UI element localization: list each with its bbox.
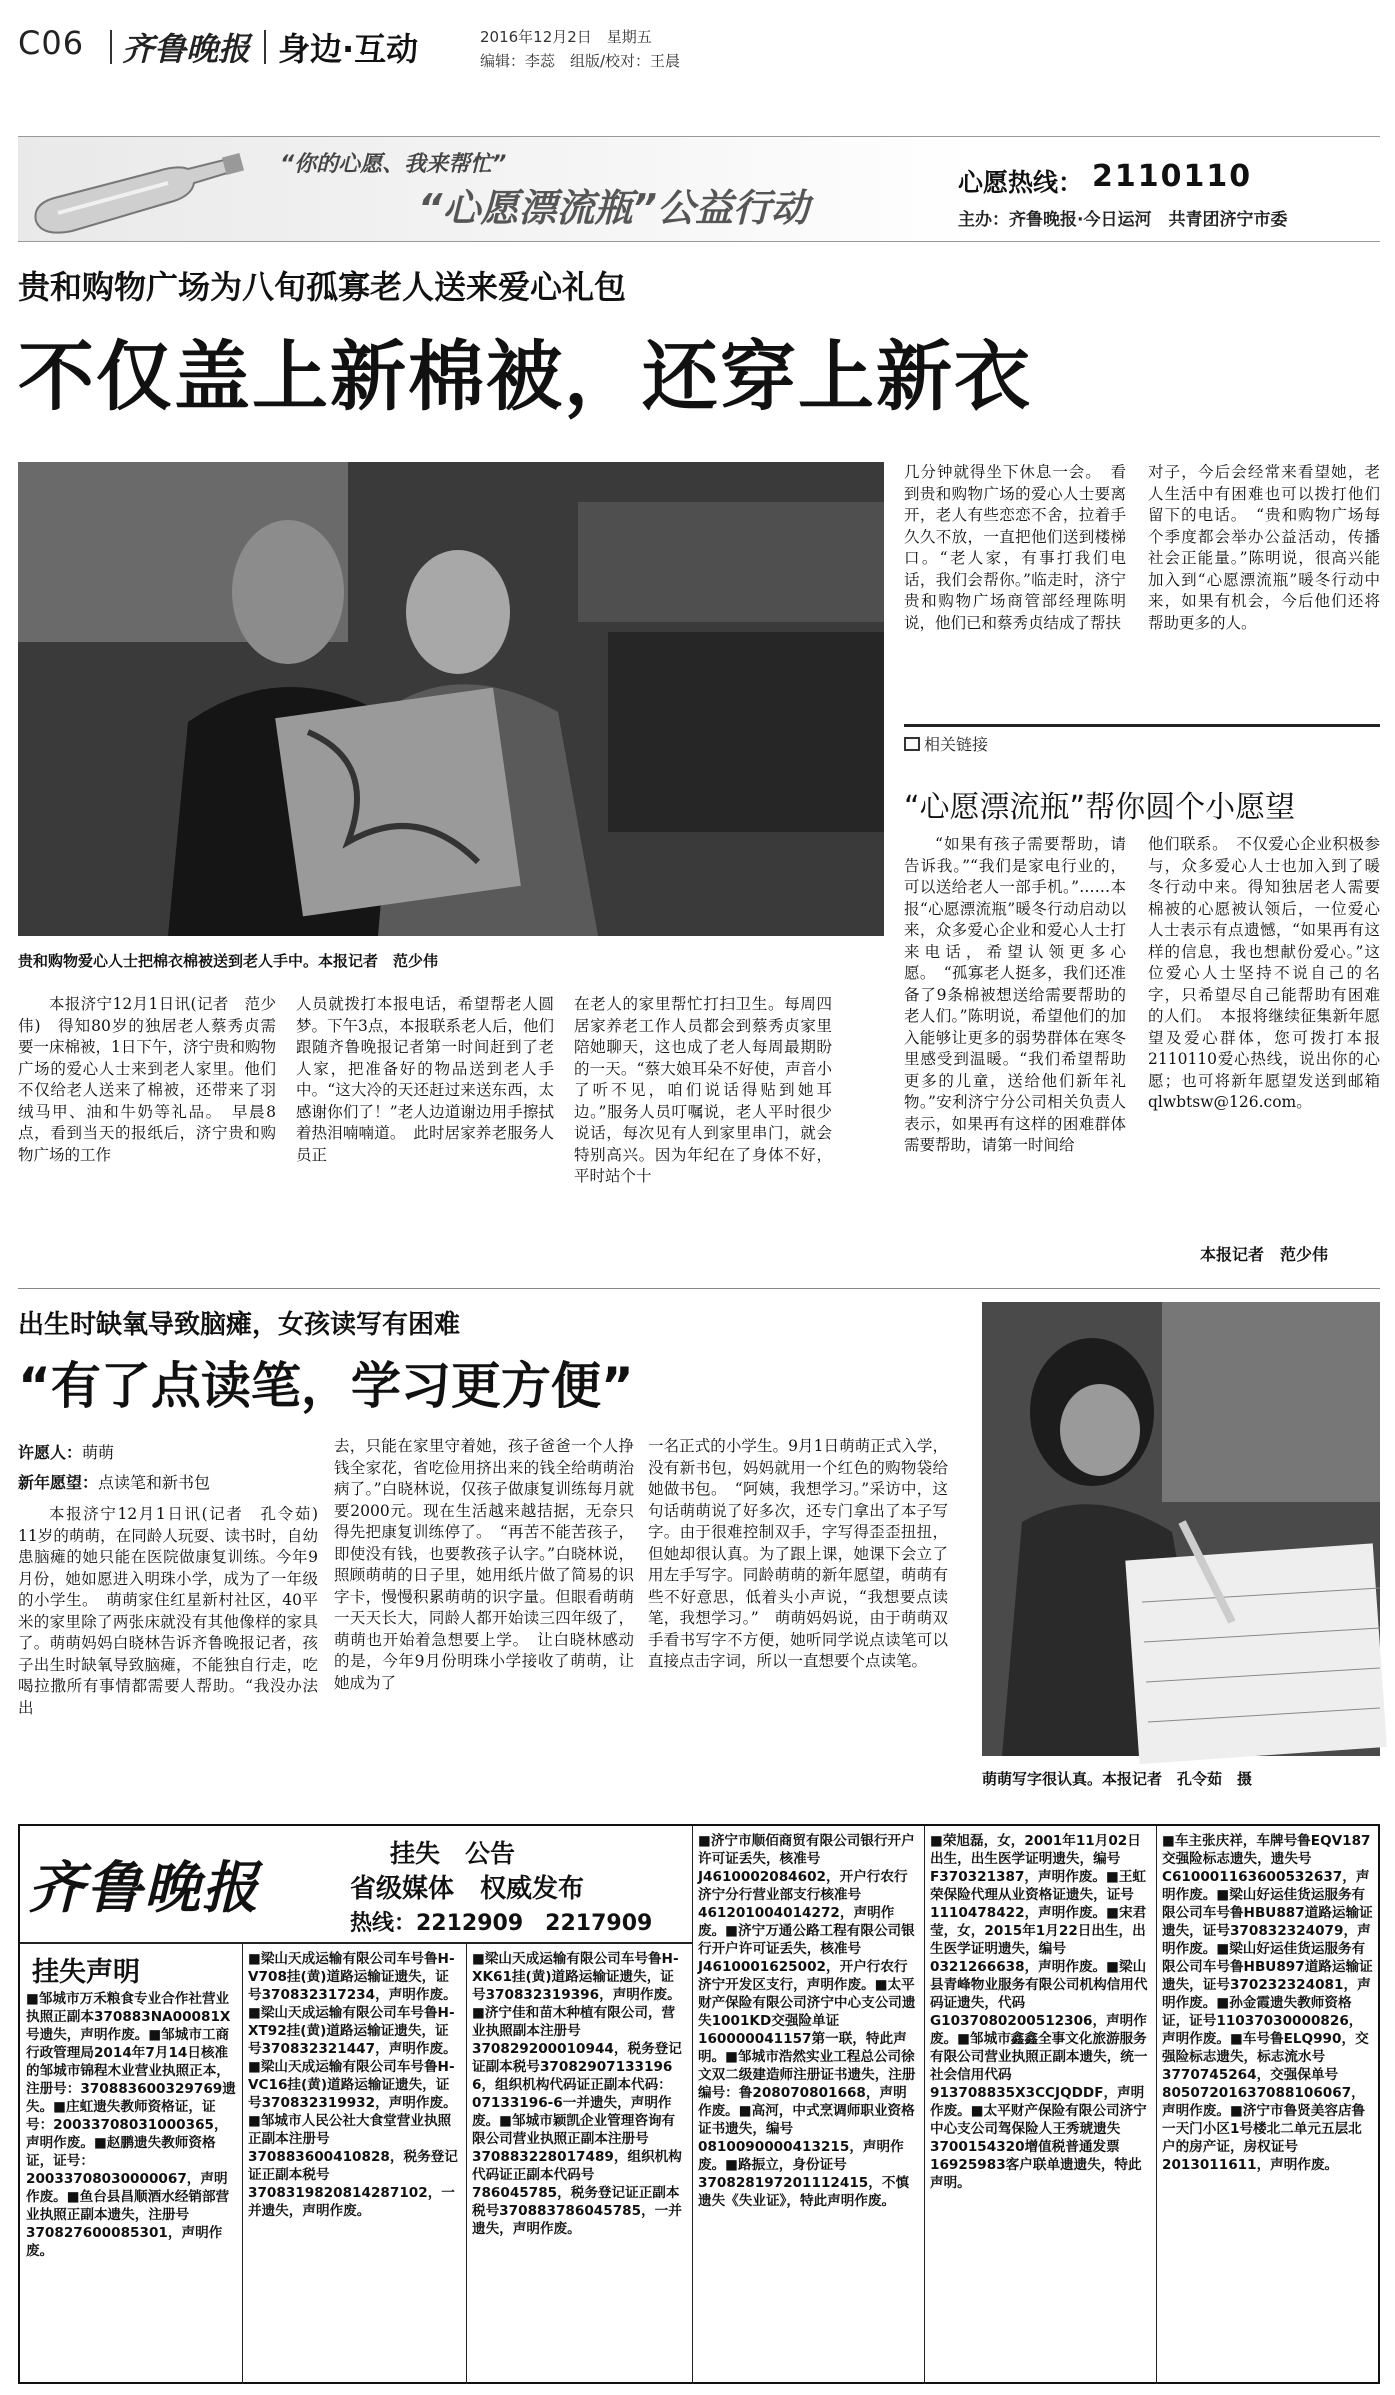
ad-divider [692,1826,693,2384]
sidebar-col-2 [1148,834,1380,1238]
ad-divider [466,1944,467,2384]
paragraph: 他们联系。 不仅爱心企业积极参与，众多爱心人士也加入到了暖冬行动中来。得知独居老人需要棉被的心愿被认领后，一位爱心人士表示有点遗憾，“如果再有这样的信息，我也想献份爱心。”这位爱心人士坚持不说自己的名字，只希望尽自己能帮助有困难的人们。 本报将继续征集新年愿望及爱心群体，您可拨打本报2110110爱心热线，说出你的心愿；也可将新年愿望发送到邮箱qlwbtsw@126.com。 [1148,835,1380,1111]
story2-photo [982,1302,1380,1756]
wish-text: 点读笔和新书包 [98,1473,211,1492]
banner-slogan: “你的心愿、我来帮忙” [280,152,507,177]
editors-line: 编辑：李蕊 组版/校对：王晨 [480,52,681,70]
section-rule [18,1288,1380,1289]
story2-col-1 [18,1504,334,1790]
sidebar-col-1 [904,834,1126,1282]
ad-label-1: 挂失 公告 [390,1839,516,1868]
ad-label-2: 省级媒体 权威发布 [350,1874,585,1904]
ad-col-2 [248,1950,460,2380]
notice-text: ■梁山天成运输有限公司车号鲁H-V708挂(黄)道路运输证遗失，证号370832317234，声明作废。■梁山天成运输有限公司车号鲁H-XT92挂(黄)道路运输证遗失，证号370832321447，声明作废。■梁山天成运输有限公司车号鲁H-VC16挂(黄)道路运输证遗失，证号370832319932，声明作废。■邹城市人民公社大食堂营业执照正副本注册号370883600410828，税务登记证正副本税号370831982081428710​2，一并遗失，声明作废。 [248,1951,458,2219]
ad-col-5 [930,1832,1150,2380]
paragraph: 本报济宁12月1日讯(记者 范少伟) 得知80岁的独居老人蔡秀贞需要一床棉被，1日下午，济宁贵和购物广场的爱心人士来到老人家里。他们不仅给老人送来了棉被，还带来了羽绒马甲、油和牛奶等礼品。 早晨8点，看到当天的报纸后，济宁贵和购物广场的工作 [18,995,276,1164]
tag-box-icon [904,737,920,751]
page-header [14,16,1382,76]
ad-logo: 齐鲁晚报 [28,1855,260,1921]
ad-divider [242,1944,243,2384]
wisher-line [18,1440,114,1463]
sidebar-tag [904,732,988,755]
paragraph: “如果有孩子需要帮助，请告诉我。”“我们是家电行业的，可以送给老人一部手机。”……本报“心愿漂流瓶”暖冬行动启动以来，众多爱心企业和爱心人士打来电话，希望认领更多心愿。 “孤寡老人挺多，我们还准备了9条棉被想送给需要帮助的老人们。”陈明说，希望他们的加入能够让更多的弱势群体在寒冬里感受到温暖。“我们希望帮助更多的儿童，送给他们新年礼物。”安利济宁分公司相关负责人表示，如果再有这样的困难群体需要帮助，请第一时间给 [904,835,1126,1154]
ad-section-title: 挂失声明 [32,1957,140,1988]
story1-col-3 [574,994,832,1264]
sidebar-byline: 本报记者 范少伟 [1200,1245,1329,1264]
story1-col-1 [18,994,276,1264]
paragraph: 在老人的家里帮忙打扫卫生。每周四居家养老工作人员都会到蔡秀贞家里陪她聊天，这也成了老人每周最期盼的一天。“蔡大娘耳朵不好使，声音小了听不见，咱们说话得贴到她耳边。”服务人员叮嘱说，老人平时很少说话，每次见有人到家里串门，就会特别高兴。因为年纪在了身体不好，平时站个十 [574,995,832,1185]
hotline-number: 2110110 [1092,159,1253,194]
story1-photo-caption: 贵和购物爱心人士把棉衣棉被送到老人手中。本报记者 范少伟 [18,952,439,970]
notice-text: ■荣旭磊，女，2001年11月02日出生，出生医学证明遗失，编号F370321387，声明作废。■王虹荣保险代理从业资格证遗失，证号1110478422，声明作废。■宋君莹，女，2015年1月22日出生，出生医学证明遗失，编号0321266638，声明作废。■梁山县青峰物业服务有限公司机构信用代码证遗失，代码G1037080200512306，声明作废。■邹城市鑫鑫全事文化旅游服务有限公司营业执照正副本遗失，统一社会信用代码913708835X3CCJQDDF，声明作废。■太平财产保险有限公司济宁中心支公司驾保险人王秀琥遗失3700154320增值税普通发票16925983客户联单遗遗失，特此声明。 [930,1833,1148,2191]
story2-col-2 [334,1436,634,1790]
paragraph: 去，只能在家里守着她，孩子爸爸一个人挣钱全家花，省吃俭用挤出来的钱全给萌萌治病了。”白晓林说，仅孩子做康复训练每月就要2000元。现在生活越来越拮据，无奈只得先把康复训练停了。 “再苦不能苦孩子，即使没有钱，也要教孩子认字。”白晓林说，照顾萌萌的日子里，她用纸片做了简易的识字卡，慢慢积累萌萌的识字量。但眼看萌萌一天天长大，同龄人都开始读三四年级了，萌萌也开始着急想要上学。 让白晓林感动的是，今年9月份明珠小学接收了萌萌，让她成为了 [334,1437,634,1692]
paragraph: 本报济宁12月1日讯(记者 孔令茹) 11岁的萌萌，在同龄人玩耍、读书时，自幼患脑瘫的她只能在医院做康复训练。今年9月份，她如愿进入明珠小学，成为了一年级的小学生。 萌萌家住红星新村社区，40平米的家里除了两张床就没有其他像样的家具了。萌萌妈妈白晓林告诉齐鲁晚报记者，孩子出生时缺氧导致脑瘫，不能独自行走，吃喝拉撒所有事情都需要人帮助。“我没办法出 [18,1505,334,1717]
story2-headline: “有了点读笔，学习更方便” [18,1357,634,1415]
campaign-banner [18,136,1380,242]
banner-title: “心愿漂流瓶”公益行动 [418,186,809,230]
sidebar-rule [904,724,1380,727]
header-divider [264,30,266,64]
wish-line [18,1470,210,1493]
paragraph: 人员就拨打本报电话，希望帮老人圆梦。下午3点，本报联系老人后，他们跟随齐鲁晚报记者第一时间赶到了老人家，把准备好的物品送到老人手中。“这大冷的天还赶过来送东西，太感谢你们了！”老人边道谢边用手擦拭着热泪喃喃道。 此时居家养老服务人员正 [296,995,554,1164]
story1-kicker: 贵和购物广场为八旬孤寡老人送来爱心礼包 [18,268,627,306]
ad-col-3 [472,1950,686,2380]
tag-label: 相关链接 [924,735,989,754]
wisher-label: 许愿人： [18,1443,83,1462]
story1-col-2 [296,994,554,1264]
banner-sponsors: 主办：齐鲁晚报·今日运河 共青团济宁市委 [958,210,1288,230]
section-title: 身边·互动 [278,30,419,68]
notice-text: ■济宁市顺佰商贸有限公司银行开户许可证丢失，核准号J4610002084602，开户行农行济宁分行营业部支行核准号461201004014272，声明作废。■济宁万通公路工程有限公司银行开户许可证丢失，核准号J4610001625002，开户行农行济宁开发区支行，声明作废。■太平财产保险有限公司济宁中心支公司遗失1001KD交强险单证160000041157第一联，特此声明。■邹城市浩然实业工程总公司徐文双二级建造师注册证书遗失，注册编号：鲁208070801668，声明作废。■高河，中式烹调师职业资格证书遗失，编号0810090000413215，声明作废。■路振立，身份证号370828197201112415，不慎遗失《失业证》，特此声明作废。 [698,1833,916,2209]
wisher-name: 萌萌 [82,1443,115,1462]
story2-col-3 [648,1436,948,1790]
notice-text: ■邹城市万禾粮食专业合作社营业执照正副本370883NA00081X号遗失，声明作废。■邹城市工商行政管理局2014年7月14日核准的邹城市锦程木业营业执照正本，注册号：370883600329769遗失。■庄虹遗失教师资格证，证号：20033708031000365，声明作废。■赵鹏遗失教师资格证，证号：20033708030000067，声明作废。■鱼台县昌顺酒水经销部营业执照正副本遗失，注册号370827600085301，声明作废。 [26,1991,236,2259]
story2-photo-caption: 萌萌写字很认真。本报记者 孔令茹 摄 [982,1770,1253,1788]
ad-divider [1156,1826,1157,2384]
ad-rule [20,1942,692,1944]
ad-hotline: 热线：2212909 2217909 [350,1911,653,1936]
notice-text: ■车主张庆祥，车牌号鲁EQV187交强险标志遗失，遗失号C610001163600532637，声明作废。■梁山好运佳货运服务有限公司车号鲁HBU887道路运输证遗失，证号370832324079，声明作废。■梁山好运佳货运服务有限公司车号鲁HBU897道路运输证遗失，证号370232324081，声明作废。■孙金霞遗失教师资格证，证号11037030000826，声明作废。■车号鲁ELQ990，交强险标志遗失，标志流水号3770745264，交强保单号80507201637088106067，声明作废。■济宁市鲁贤美容店鲁一天门小区1号楼北二单元五层北户的房产证，房权证号2013011611，声明作废。 [1162,1833,1373,2173]
paragraph: 几分钟就得坐下休息一会。 看到贵和购物广场的爱心人士要离开，老人有些恋恋不舍，拉着手久久不放，一直把他们送到楼梯口。“老人家，有事打我们电话，我们会帮你。”临走时，济宁贵和购物广场商管部经理陈明说，他们已和蔡秀贞结成了帮扶 [904,463,1126,632]
issue-date: 2016年12月2日 星期五 [480,28,652,46]
notice-text: ■梁山天成运输有限公司车号鲁H-XK61挂(黄)道路运输证遗失，证号370832319396，声明作废。■济宁佳和苗木种植有限公司，营业执照副本注册号370829200010944，税务登记证副本税号37082907133196​6，组织机构代码证正副本代码：07133196-6一并遗失，声明作废。■邹城市颖凯企业管理咨询有限公司营业执照正副本注册号370883228017489，组织机构代码证正副本代码号786045785，税务登记证正副本税号370883786045785，一并遗失，声明作废。 [472,1951,682,2237]
ad-col-4 [698,1832,918,2380]
hotline-label: 心愿热线： [958,168,1084,197]
story1-col-4 [904,462,1126,682]
wish-label: 新年愿望： [18,1473,99,1492]
page-number: C06 [18,24,85,62]
paragraph: 对子，今后会经常来看望她，老人生活中有困难也可以拨打他们留下的电话。 “贵和购物广场每个季度都会举办公益活动，传播社会正能量。”陈明说，很高兴能加入到“心愿漂流瓶”暖冬行动中来，如果有机会，今后他们还将帮助更多的人。 [1148,463,1380,632]
story1-col-5 [1148,462,1380,682]
story1-headline: 不仅盖上新棉被，还穿上新衣 [18,332,1032,421]
ad-col-6 [1162,1832,1374,2380]
bottle-icon [28,143,248,235]
paper-logo: 齐鲁晚报 [122,30,251,68]
paragraph: 一名正式的小学生。9月1日萌萌正式入学，没有新书包，妈妈就用一个红色的购物袋给她做书包。 “阿姨，我想学习。”采访中，这句话萌萌说了好多次，还专门拿出了本子写字。由于很难控制双手，字写得歪歪扭扭，但她却很认真。为了跟上课，她课下会立了用左手写字。同龄萌萌的新年愿望，萌萌有些不好意思，低着头小声说，“我想要点读笔，我想学习。” 萌萌妈妈说，由于萌萌双手看书写字不方便，她听同学说点读笔可以直接点击字词，所以一直想要个点读笔。 [648,1437,948,1670]
story1-photo [18,462,884,936]
ad-divider [924,1826,925,2384]
ad-col-1 [26,1990,236,2380]
classified-ad [18,1824,1380,2384]
story2-kicker: 出生时缺氧导致脑瘫，女孩读写有困难 [18,1310,461,1340]
sidebar-headline: “心愿漂流瓶”帮你圆个小愿望 [904,790,1296,825]
header-divider [110,30,112,64]
